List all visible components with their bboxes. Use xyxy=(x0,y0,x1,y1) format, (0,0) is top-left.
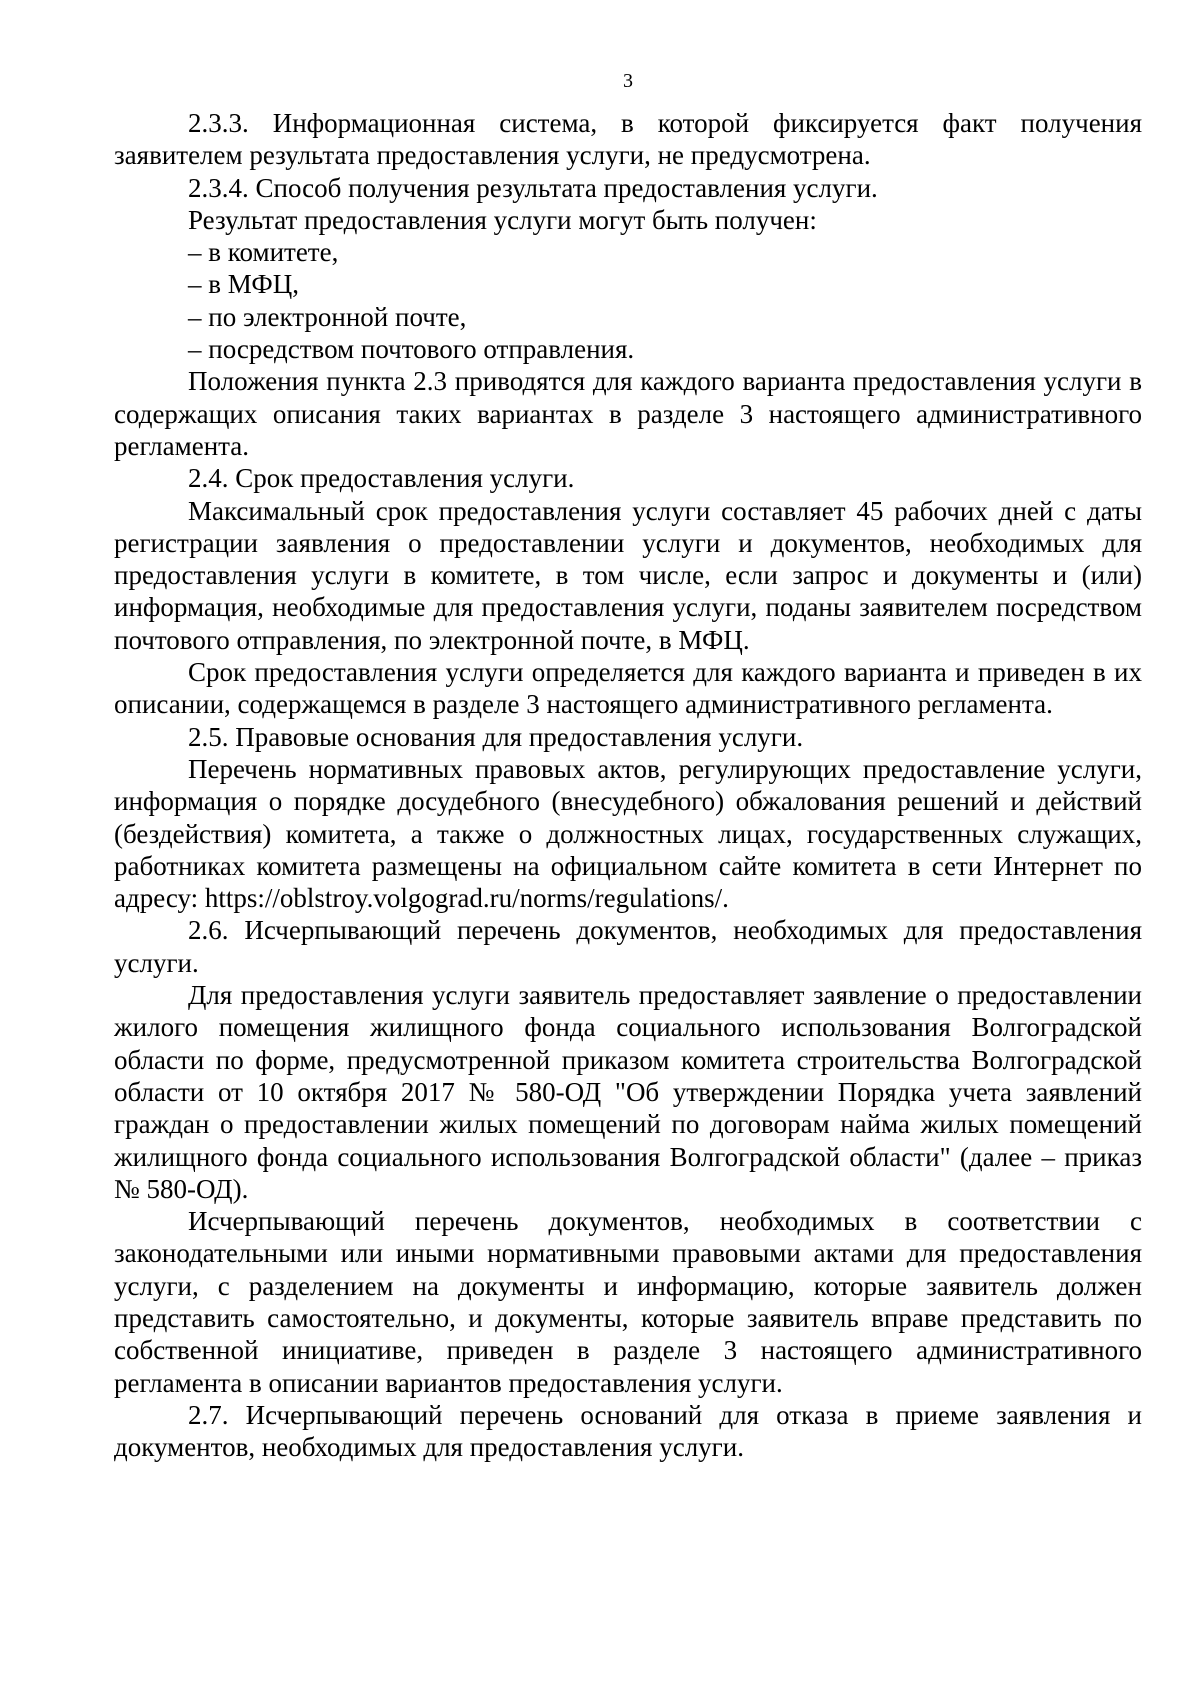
paragraph: 2.4. Срок предоставления услуги. xyxy=(188,463,575,494)
document-body xyxy=(114,107,1142,1463)
paragraph: 2.6. Исчерпывающий перечень документов, необходимых для предоставления услуги. xyxy=(114,915,1142,978)
page-number: 3 xyxy=(623,70,633,92)
paragraph: Срок предоставления услуги определяется для каждого варианта и приведен в их описании, содержащемся в разделе 3 настоящего административного регламента. xyxy=(114,657,1142,720)
paragraph: 2.3.3. Информационная система, в которой фиксируется факт получения заявителем результата предоставления услуги, не предусмотрена. xyxy=(114,108,1142,171)
list-item: – в комитете, xyxy=(188,237,339,268)
paragraph: Результат предоставления услуги могут быть получен: xyxy=(188,204,817,235)
paragraph: 2.3.4. Способ получения результата предоставления услуги. xyxy=(188,172,878,203)
paragraph: Исчерпывающий перечень документов, необходимых в соответствии с законодательными или иными нормативными правовыми актами для предоставления услуги, с разделением на документы и информацию, которые заявитель должен представить самостоятельно, и документы, которые заявитель вправе представить по собственной инициативе, приведен в разделе 3 настоящего административного регламента в описании вариантов предоставления услуги. xyxy=(114,1206,1142,1398)
list-item: – посредством почтового отправления. xyxy=(188,334,635,365)
paragraph: Максимальный срок предоставления услуги составляет 45 рабочих дней с даты регистрации заявления о предоставлении услуги и документов, необходимых для предоставления услуги в комитете, в том числе, если запрос и документы и (или) информация, необходимые для предоставления услуги, поданы заявителем посредством почтового отправления, по электронной почте, в МФЦ. xyxy=(114,495,1142,655)
paragraph: 2.7. Исчерпывающий перечень оснований для отказа в приеме заявления и документов, необходимых для предоставления услуги. xyxy=(114,1399,1142,1463)
paragraph: Перечень нормативных правовых актов, регулирующих предоставление услуги, информация о порядке досудебного (внесудебного) обжалования решений и действий (бездействия) комитета, а также о должностных лицах, государственных служащих, работниках комитета размещены на официальном сайте комитета в сети Интернет по адресу: https://oblstroy.volgograd.ru/norms/regulations/. xyxy=(114,753,1142,914)
paragraph: Для предоставления услуги заявитель предоставляет заявление о предоставлении жилого помещения жилищного фонда социального использования Волгоградской области по форме, предусмотренной приказом комитета строительства Волгоградской области от 10 октября 2017 № 580-ОД "Об утверждении Порядка учета заявлений граждан о предоставлении жилых помещений по договорам найма жилых помещений жилищного фонда социального использования Волгоградской области" (далее – приказ № 580-ОД). xyxy=(114,980,1142,1204)
paragraph: 2.5. Правовые основания для предоставления услуги. xyxy=(188,721,804,752)
list-item: – по электронной почте, xyxy=(188,301,467,332)
list-item: – в МФЦ, xyxy=(188,269,299,300)
paragraph: Положения пункта 2.3 приводятся для каждого варианта предоставления услуги в содержащих описания таких вариантах в разделе 3 настоящего административного регламента. xyxy=(114,366,1142,461)
